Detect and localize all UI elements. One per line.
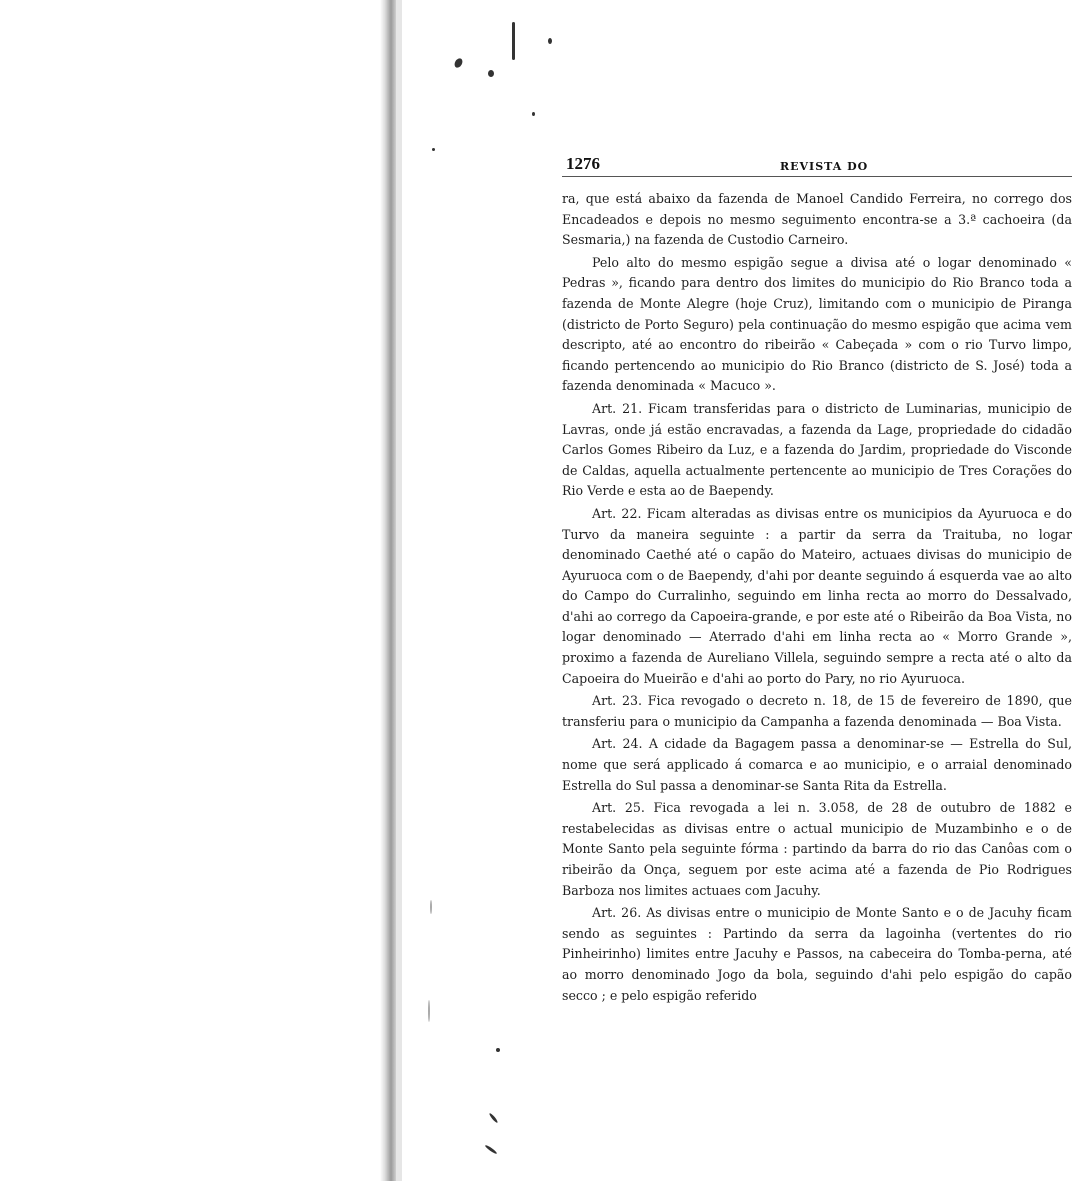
book-gutter-edge: [396, 0, 402, 1181]
scan-speck: [432, 148, 435, 151]
article-24: Art. 24. A cidade da Bagagem passa a denominar-se — Estrella do Sul, nome que será applicado á comarca e ao municipio, e o arraial denominado Estrella do Sul passa a denominar-se Santa Rita da Estrella.: [562, 736, 1072, 793]
scan-speck: [488, 1112, 498, 1123]
article-25: Art. 25. Fica revogada a lei n. 3.058, de 28 de outubro de 1882 e restabelecidas as divisas entre o actual municipio de Muzambinho e o de Monte Santo pela seguinte fórma : partindo da barra do rio das Canôas com o ribeirão da Onça, seguem por este acima até a fazenda de Pio Rodrigues Barboza nos limites actuaes com Jacuhy.: [562, 800, 1072, 898]
scan-margin: [0, 0, 382, 1181]
scan-speck: [496, 1048, 500, 1052]
paragraph: Pelo alto do mesmo espigão segue a divisa até o logar denominado « Pedras », ficando para dentro dos limites do municipio do Rio Branco toda a fazenda de Monte Alegre (hoje Cruz), limitando com o municipio de Piranga (districto de Porto Seguro) pela continuação do mesmo espigão que acima vem descripto, até ao encontro do ribeirão « Cabeçada » com o rio Turvo limpo, ficando pertencendo ao municipio do Rio Branco (districto de S. José) toda a fazenda denominada « Macuco ».: [562, 254, 1072, 394]
scan-speck: [512, 22, 515, 60]
page-number: 1276: [566, 154, 600, 173]
scan-speck: [488, 70, 494, 77]
scan-speck: [430, 900, 432, 914]
article-23: Art. 23. Fica revogado o decreto n. 18, de 15 de fevereiro de 1890, que transferiu para o municipio da Campanha a fazenda denominada — Boa Vista.: [562, 693, 1072, 729]
scan-speck: [532, 112, 535, 116]
running-header: [562, 150, 1072, 177]
scan-speck: [428, 1000, 430, 1022]
article-21: Art. 21. Ficam transferidas para o districto de Luminarias, municipio de Lavras, onde já estão encravadas, a fazenda da Lage, propriedade do cidadão Carlos Gomes Ribeiro da Luz, e a fazenda do Jardim, propriedade do Visconde de Caldas, aquella actualmente pertencente ao municipio de Tres Corações do Rio Verde e esta ao de Baependy.: [562, 400, 1072, 499]
scan-speck: [484, 1144, 497, 1154]
body-text: [562, 189, 1072, 1006]
article-22: Art. 22. Ficam alteradas as divisas entre os municipios da Ayuruoca e do Turvo da maneira seguinte : a partir da serra da Traituba, no logar denominado Caethé até o capão do Mateiro, actuaes divisas do municipio de Ayuruoca com o de Baependy, d'ahi por deante seguindo á esquerda vae ao alto do Campo do Curralinho, seguindo em linha recta ao morro do Dessalvado, d'ahi ao corrego da Capoeira-grande, e por este até o Ribeirão da Boa Vista, no logar denominado — Aterrado d'ahi em linha recta ao « Morro Grande », proximo a fazenda de Aureliano Villela, seguindo sempre a recta até o alto da Capoeira do Mueirão e d'ahi ao porto do Pary, no rio Ayuruoca.: [562, 505, 1072, 686]
running-title: REVISTA DO: [780, 160, 869, 173]
scan-speck: [548, 38, 552, 44]
paragraph: ra, que está abaixo da fazenda de Manoel Candido Ferreira, no corrego dos Encadeados e depois no mesmo seguimento encontra-se a 3.ª cachoeira (da Sesmaria,) na fazenda de Custodio Carneiro.: [562, 191, 1072, 248]
book-page: [562, 150, 1072, 1006]
article-26: Art. 26. As divisas entre o municipio de Monte Santo e o de Jacuhy ficam sendo as seguintes : Partindo da serra da lagoinha (vertentes do rio Pinheirinho) limites entre Jacuhy e Passos, na cabeceira do Tomba-perna, até ao morro denominado Jogo da bola, seguindo d'ahi pelo espigão do capão secco ; e pelo espigão referido: [562, 905, 1072, 1003]
scan-speck: [453, 57, 464, 69]
